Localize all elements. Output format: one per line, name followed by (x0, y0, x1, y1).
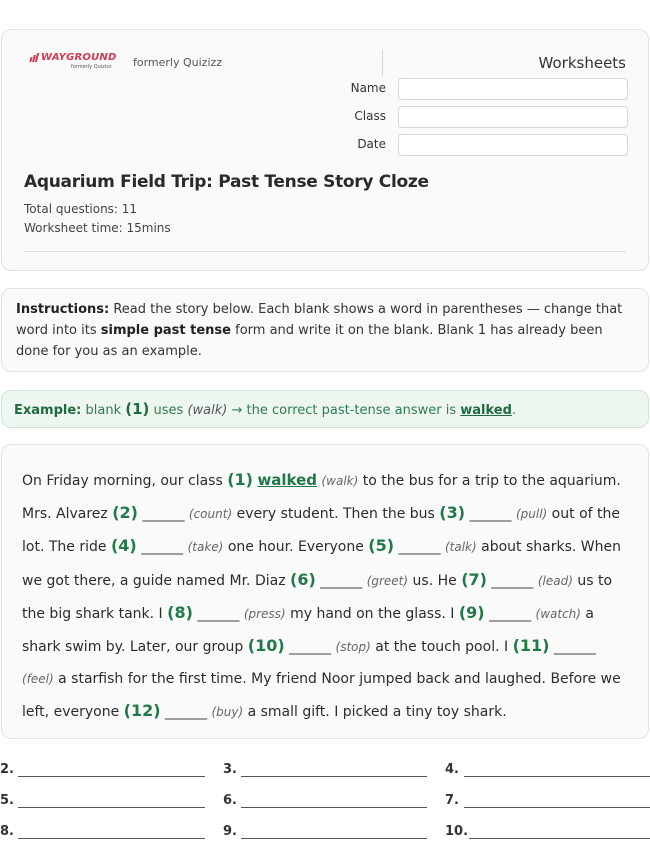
example-box (1, 390, 649, 428)
answer-writing-line[interactable] (18, 776, 205, 777)
answer-blank[interactable]: ______ (197, 605, 240, 622)
logo-text: WAYGROUND (41, 52, 117, 63)
answer-writing-line[interactable] (241, 807, 427, 808)
verb-hint: (lead) (537, 573, 573, 588)
answer-writing-line[interactable] (241, 776, 427, 777)
formerly-quizizz-text: formerly Quizizz (133, 56, 223, 69)
answer-writing-line[interactable] (469, 838, 650, 839)
story-text: one hour. Everyone (223, 539, 369, 556)
story-text: out of the lot. The ride (22, 506, 620, 556)
header-divider (382, 50, 383, 76)
instructions-lead: Instructions: (16, 302, 110, 317)
blank-number: (9) (458, 602, 485, 622)
answer-number: 8. (0, 824, 14, 839)
class-label: Class (354, 109, 386, 123)
answer-number: 4. (445, 762, 459, 777)
worksheets-label: Worksheets (538, 54, 626, 72)
example-answer: walked (460, 403, 512, 418)
class-field[interactable] (398, 106, 628, 128)
answer-number: 2. (0, 762, 14, 777)
answer-blank[interactable]: ______ (489, 605, 532, 622)
example-text: uses (149, 403, 188, 418)
name-label: Name (350, 81, 386, 95)
example-text: → the correct past-tense answer is (227, 403, 461, 418)
story-text: about sharks. When we got there, a guide named Mr. Diaz (22, 539, 621, 589)
answer-number: 7. (445, 793, 459, 808)
header-rule (24, 251, 626, 252)
verb-hint: (talk) (444, 540, 477, 555)
blank-number: (3) (439, 503, 466, 523)
logo-subtext: formerly Quizizz (71, 64, 112, 70)
answer-writing-line[interactable] (464, 776, 650, 777)
blank-number: (10) (247, 636, 285, 656)
example-lead: Example: (14, 403, 82, 418)
story-text: a shark swim by. Later, our group (22, 605, 595, 656)
answer-number: 9. (223, 824, 237, 839)
story-text: a small gift. I picked a tiny toy shark. (243, 704, 507, 721)
verb-hint: (take) (187, 540, 224, 555)
blank-number: (7) (461, 569, 487, 589)
story-text: a starfish for the first time. My friend Noor jumped back and laughed. Before we left, everyone (22, 671, 621, 721)
answer-blank[interactable]: ______ (164, 704, 207, 721)
answer-blank[interactable]: ______ (491, 572, 534, 589)
answer-blank[interactable]: ______ (320, 572, 363, 589)
answer-number: 5. (0, 793, 14, 808)
verb-hint: (count) (188, 507, 233, 522)
answer-blank[interactable]: ______ (398, 539, 441, 556)
answer-blank[interactable]: ______ (553, 639, 596, 656)
answer-number: 3. (223, 762, 237, 777)
verb-hint: (feel) (22, 672, 54, 687)
answer-writing-line[interactable] (241, 838, 427, 839)
worksheet-time: Worksheet time: 15mins (24, 221, 171, 235)
answer-number: 6. (223, 793, 237, 808)
example-text: blank (81, 403, 126, 418)
blank-number: (1) (227, 470, 253, 489)
verb-hint: (buy) (211, 705, 244, 720)
story-text: every student. Then the bus (232, 506, 440, 523)
instructions-bold: simple past tense (100, 323, 231, 338)
wayground-logo (30, 52, 118, 70)
verb-hint: (walk) (321, 474, 359, 488)
date-label: Date (357, 137, 386, 151)
instructions-text-2: form and write it on the blank. Blank 1 has already been done for you as an example. (16, 323, 603, 359)
answer-blank[interactable]: ______ (289, 639, 332, 656)
story-text: my hand on the glass. I (285, 605, 459, 622)
answer-writing-line[interactable] (18, 838, 205, 839)
blank-number: (12) (123, 701, 161, 721)
example-hint: (walk) (187, 403, 228, 418)
verb-hint: (press) (243, 606, 286, 621)
name-field[interactable] (398, 78, 628, 100)
story-text: us. He (408, 572, 462, 589)
verb-hint: (watch) (535, 606, 581, 621)
blank-number: (8) (167, 602, 193, 622)
story-passage (1, 444, 649, 739)
answer-blank[interactable]: ______ (141, 539, 184, 556)
answer-blank[interactable]: ______ (469, 506, 512, 523)
verb-hint: (greet) (366, 573, 409, 588)
instructions-text-1: Read the story below. Each blank shows a word in parentheses — change that word into its (16, 302, 623, 338)
worksheet-header (1, 29, 649, 271)
story-text: to the bus for a trip to the aquarium. Mrs. Alvarez (22, 473, 621, 523)
total-questions: Total questions: 11 (24, 202, 138, 216)
story-text: us to the big shark tank. I (22, 572, 613, 622)
story-text: On Friday morning, our class (22, 473, 228, 489)
example-text: . (511, 403, 517, 418)
answer-writing-line[interactable] (464, 807, 650, 808)
worksheet-title: Aquarium Field Trip: Past Tense Story Cloze (24, 172, 429, 192)
logo-bars-icon (30, 53, 38, 62)
answer-number: 10. (445, 824, 469, 839)
blank-number: (11) (512, 636, 550, 656)
answer-blank[interactable]: ______ (142, 506, 185, 523)
date-field[interactable] (398, 134, 628, 156)
verb-hint: (stop) (335, 640, 371, 655)
example-blank-number: (1) (125, 400, 150, 418)
blank-number: (6) (290, 569, 316, 589)
blank-number: (5) (368, 536, 395, 556)
example-answer-word: walked (257, 471, 318, 489)
story-text: at the touch pool. I (370, 639, 513, 656)
verb-hint: (pull) (515, 507, 548, 522)
blank-number: (2) (112, 503, 138, 523)
answer-writing-line[interactable] (18, 807, 205, 808)
blank-number: (4) (110, 536, 137, 556)
instructions-box (1, 288, 649, 372)
